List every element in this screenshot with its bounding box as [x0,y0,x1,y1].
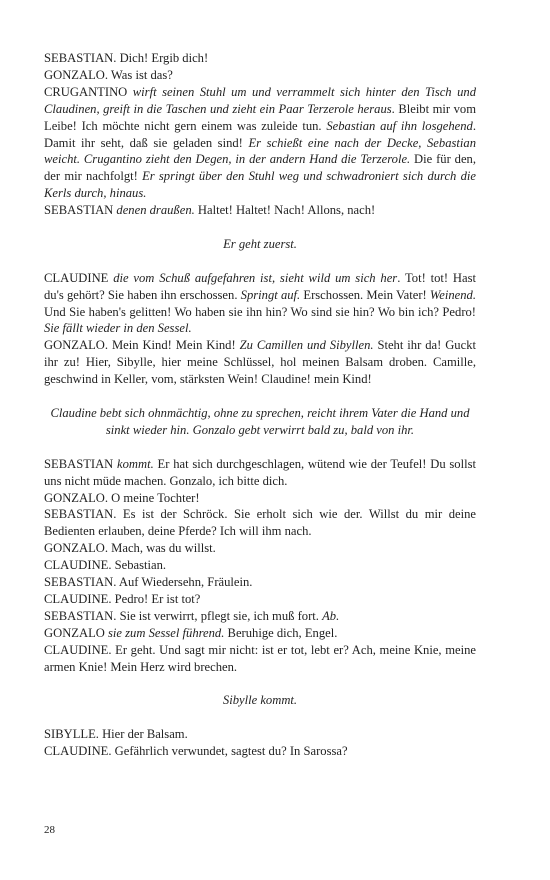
dialogue-paragraph [44,743,476,760]
dialogue-paragraph [44,540,476,557]
dialogue-paragraph [44,84,476,202]
text-run: GONZALO. Mach, was du willst. [44,541,216,556]
text-run: . Damit ihr seht, daß sie geladen sind! [44,118,476,150]
text-run: SEBASTIAN. Es ist der Schröck. Sie erholt sich wie der. Willst du mir deine Bedienten erlauben, deine Pferde? Ich will ihm nach. [44,507,476,539]
italic-run: Weinend. [429,287,476,302]
blank-line [44,253,476,270]
italic-run: denen draußen. [116,203,195,218]
text-run: SEBASTIAN [44,456,118,471]
dialogue-paragraph [44,625,476,642]
text-run: GONZALO. Mein Kind! Mein Kind! [44,338,240,353]
text-run: GONZALO. Was ist das? [44,67,173,82]
italic-run: Er springt über den Stuhl weg und schwadroniert sich durch die Kerls durch, hinaus. [44,169,476,201]
dialogue-paragraph [44,456,476,490]
italic-run: Sebastian auf ihn losgehend [326,118,473,133]
text-run: . Tot! tot! Hast du's gehört? Sie haben ihn erschossen. [44,270,476,302]
italic-run: sie zum Sessel führend. [108,625,225,640]
italic-run: Zu Camillen und Sibyllen. [239,338,374,353]
dialogue-paragraph [44,591,476,608]
text-run: SIBYLLE. Hier der Balsam. [44,727,188,742]
dialogue-paragraph [44,726,476,743]
text-run: CRUGANTINO [44,84,133,99]
text-run: Und Sie haben's gelitten! Wo haben sie ihn hin? Wo sind sie hin? Wo bin ich? Pedro! [44,304,476,319]
stage-direction: Claudine bebt sich ohnmächtig, ohne zu sprechen, reicht ihrem Vater die Hand und sinkt wieder hin. Gonzalo gebt verwirrt bald zu, bald von ihr. [50,405,470,437]
dialogue-paragraph [44,202,476,219]
italic-run: Ab. [322,608,340,623]
dialogue-paragraph [44,557,476,574]
dialogue-paragraph [44,574,476,591]
text-run: Er hat sich durchgeschlagen, wütend wie der Teufel! Du sollst uns nicht müde machen. Gonzalo, ich bitte dich. [44,456,477,488]
italic-run: Er schießt eine nach der Decke, Sebastian weicht. Crugantino zieht den Degen, in der andern Hand die Terzerole. [44,135,476,167]
dialogue-paragraph [44,506,476,540]
text-run: . Bleibt mir vom Leibe! Ich möchte nicht gern einem was zuleide tun. [44,101,476,133]
page-number: 28 [44,824,55,836]
dialogue-paragraph [44,50,476,67]
dialogue-paragraph [44,270,476,338]
page-text [44,50,476,760]
text-run: SEBASTIAN. Auf Wiedersehn, Fräulein. [44,575,253,590]
text-run: GONZALO [44,625,109,640]
text-run: SEBASTIAN. Sie ist verwirrt, pflegt sie, ich muß fort. [44,608,323,623]
text-run: CLAUDINE. Gefährlich verwundet, sagtest du? In Sarossa? [44,744,348,759]
dialogue-paragraph [44,490,476,507]
blank-line [44,388,476,405]
stage-direction: Er geht zuerst. [223,236,297,251]
text-run: CLAUDINE. Sebastian. [44,558,167,573]
blank-line [44,219,476,236]
blank-line [44,675,476,692]
text-run: Die für den, der mir nachfolgt! [44,152,476,184]
dialogue-paragraph [44,337,476,388]
italic-run: die vom Schuß aufgefahren ist, sieht wild um sich her [113,270,398,285]
dialogue-paragraph [44,67,476,84]
text-run: CLAUDINE. Pedro! Er ist tot? [44,591,201,606]
blank-line [44,439,476,456]
blank-line [44,709,476,726]
italic-run: kommt. [117,456,154,471]
text-run: Beruhige dich, Engel. [224,625,338,640]
italic-run: wirft seinen Stuhl um und verrammelt sich hinter den Tisch und Claudinen, greift in die Taschen und zieht ein Paar Terzerole heraus [44,84,476,116]
text-run: CLAUDINE [44,270,114,285]
text-run: Erschossen. Mein Vater! [300,287,430,302]
text-run: GONZALO. O meine Tochter! [44,490,200,505]
text-run: SEBASTIAN. Dich! Ergib dich! [44,51,209,65]
italic-run: Springt auf. [240,287,301,302]
stage-direction: Sibylle kommt. [222,693,298,708]
italic-run: Sie fällt wieder in den Sessel. [44,321,192,336]
text-run: CLAUDINE. Er geht. Und sagt mir nicht: ist er tot, lebt er? Ach, meine Knie, meine armen Knie! Mein Herz wird brechen. [44,642,476,674]
text-run: SEBASTIAN [44,203,117,218]
dialogue-paragraph [44,608,476,625]
text-run: Haltet! Haltet! Nach! Allons, nach! [194,203,376,218]
dialogue-paragraph [44,642,476,676]
text-run: Steht ihr da! Guckt ihr zu! Hier, Sibylle, hier meine Schlüssel, hol meinen Balsam droben. Camille, geschwind in Keller, vom, stärksten Wein! Claudine! mein Kind! [44,338,476,387]
